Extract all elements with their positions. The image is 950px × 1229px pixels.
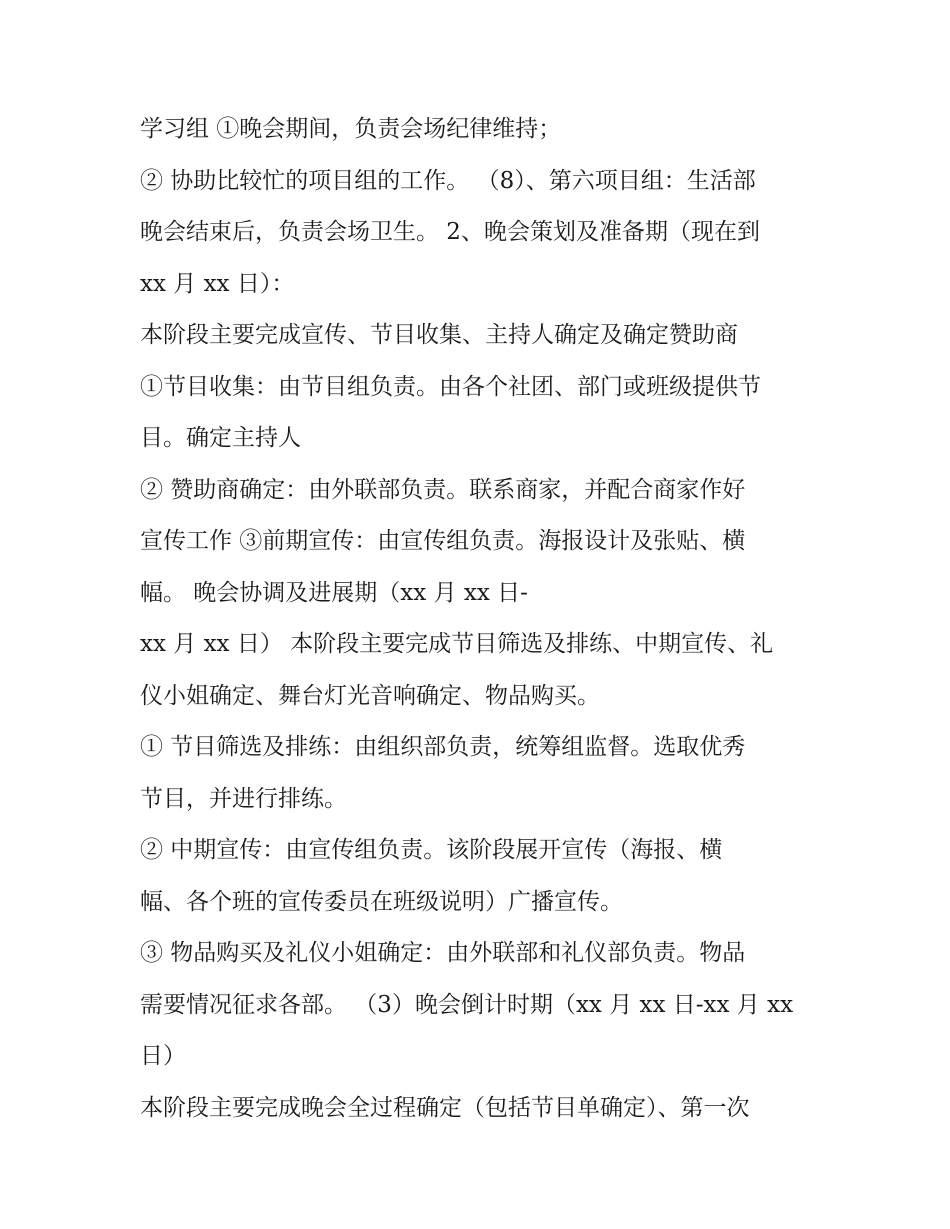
text-line: 本阶段主要完成宣传、节目收集、主持人确定及确定赞助商	[140, 322, 738, 348]
text-line: ② 赞助商确定：由外联部负责。联系商家，并配合商家作好	[140, 476, 746, 503]
text-line: 学习组 ①晚会期间，负责会场纪律维持；	[140, 116, 562, 142]
text-line: ② 协助比较忙的项目组的工作。 （8）、第六项目组：生活部	[140, 167, 756, 194]
text-line: ② 中期宣传：由宣传组负责。该阶段展开宣传（海报、横	[140, 837, 723, 863]
text-line: 晚会结束后，负责会场卫生。 2、晚会策划及准备期（现在到	[140, 219, 760, 245]
text-line: ③ 物品购买及礼仪小姐确定：由外联部和礼仪部负责。物品	[140, 940, 746, 966]
text-line: ① 节目筛选及排练：由组织部负责，统筹组监督。选取优秀	[140, 734, 746, 760]
text-line: ①节目收集：由节目组负责。由各个社团、部门或班级提供节	[140, 373, 761, 400]
document-body	[140, 104, 820, 1134]
text-line: 仪小姐确定、舞台灯光音响确定、物品购买。	[140, 682, 600, 709]
text-line: 节目，并进行排练。	[140, 785, 347, 812]
text-line: xx 月 xx 日）：	[140, 270, 295, 297]
text-line: 本阶段主要完成晚会全过程确定（包括节目单确定）、第一次	[140, 1094, 750, 1121]
text-line: 需要情况征求各部。 （3）晚会倒计时期（xx 月 xx 日-xx 月 xx	[140, 991, 794, 1018]
text-line: xx 月 xx 日） 本阶段主要完成节目筛选及排练、中期宣传、礼	[140, 631, 774, 657]
text-line: 幅、各个班的宣传委员在班级说明）广播宣传。	[140, 888, 623, 915]
text-line: 日）	[140, 1043, 186, 1069]
text-line: 幅。 晚会协调及进展期（xx 月 xx 日-	[140, 579, 528, 606]
text-line: 宣传工作 ③前期宣传：由宣传组负责。海报设计及张贴、横	[140, 528, 746, 554]
text-line: 目。确定主持人	[140, 425, 301, 451]
